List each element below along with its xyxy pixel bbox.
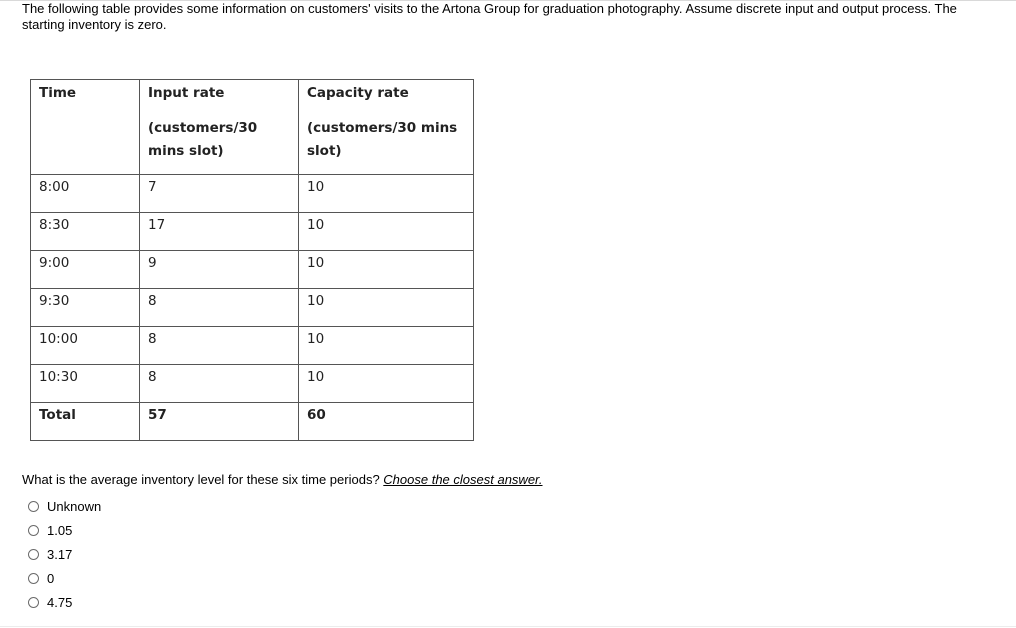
table-row [31,175,474,213]
radio-button[interactable] [28,549,39,560]
table-row [31,213,474,251]
answer-label: 0 [47,570,55,586]
table-row [31,327,474,365]
answer-option-3-17[interactable] [28,542,101,566]
radio-button[interactable] [28,525,39,536]
input-rate-cell: 8 [140,327,299,365]
question-prompt: What is the average inventory level for these six time periods? [22,472,384,487]
table-total-row [31,403,474,441]
answer-label: Unknown [47,498,102,514]
question-hint: Choose the closest answer. [383,472,543,487]
time-cell: 10:00 [31,327,140,365]
capacity-rate-cell: 10 [299,289,474,327]
answer-options [28,494,101,614]
capacity-rate-cell: 10 [299,175,474,213]
capacity-rate-cell: 10 [299,213,474,251]
time-cell: 8:00 [31,175,140,213]
radio-button[interactable] [28,597,39,608]
input-rate-cell: 8 [140,365,299,403]
total-label-cell: Total [31,403,140,441]
capacity-rate-cell: 10 [299,251,474,289]
time-cell: 8:30 [31,213,140,251]
answer-option-0[interactable] [28,566,101,590]
question-text [22,471,543,489]
answer-label: 1.05 [47,522,73,538]
answer-label: 3.17 [47,546,73,562]
input-rate-cell: 8 [140,289,299,327]
capacity-rate-cell: 10 [299,327,474,365]
answer-label: 4.75 [47,594,73,610]
time-cell: 9:30 [31,289,140,327]
answer-option-4-75[interactable] [28,590,101,614]
header-input-rate: Input rate (customers/30 mins slot) [140,80,299,175]
table-row [31,251,474,289]
time-cell: 9:00 [31,251,140,289]
answer-option-1-05[interactable] [28,518,101,542]
radio-button[interactable] [28,501,39,512]
header-time: Time [31,80,140,175]
input-rate-cell: 9 [140,251,299,289]
capacity-rate-cell: 10 [299,365,474,403]
visits-table [30,79,474,441]
table-header-row [31,80,474,175]
table-row [31,289,474,327]
problem-intro: The following table provides some information on customers' visits to the Artona Group for graduation photography. Assume discrete input and output process. The starting inventory is zero. [22,1,957,32]
total-capacity-cell: 60 [299,403,474,441]
table-row [31,365,474,403]
total-input-cell: 57 [140,403,299,441]
input-rate-cell: 7 [140,175,299,213]
radio-button[interactable] [28,573,39,584]
time-cell: 10:30 [31,365,140,403]
bottom-divider [0,626,1016,627]
answer-option-unknown[interactable] [28,494,101,518]
header-capacity-rate: Capacity rate (customers/30 mins slot) [299,80,474,175]
input-rate-cell: 17 [140,213,299,251]
